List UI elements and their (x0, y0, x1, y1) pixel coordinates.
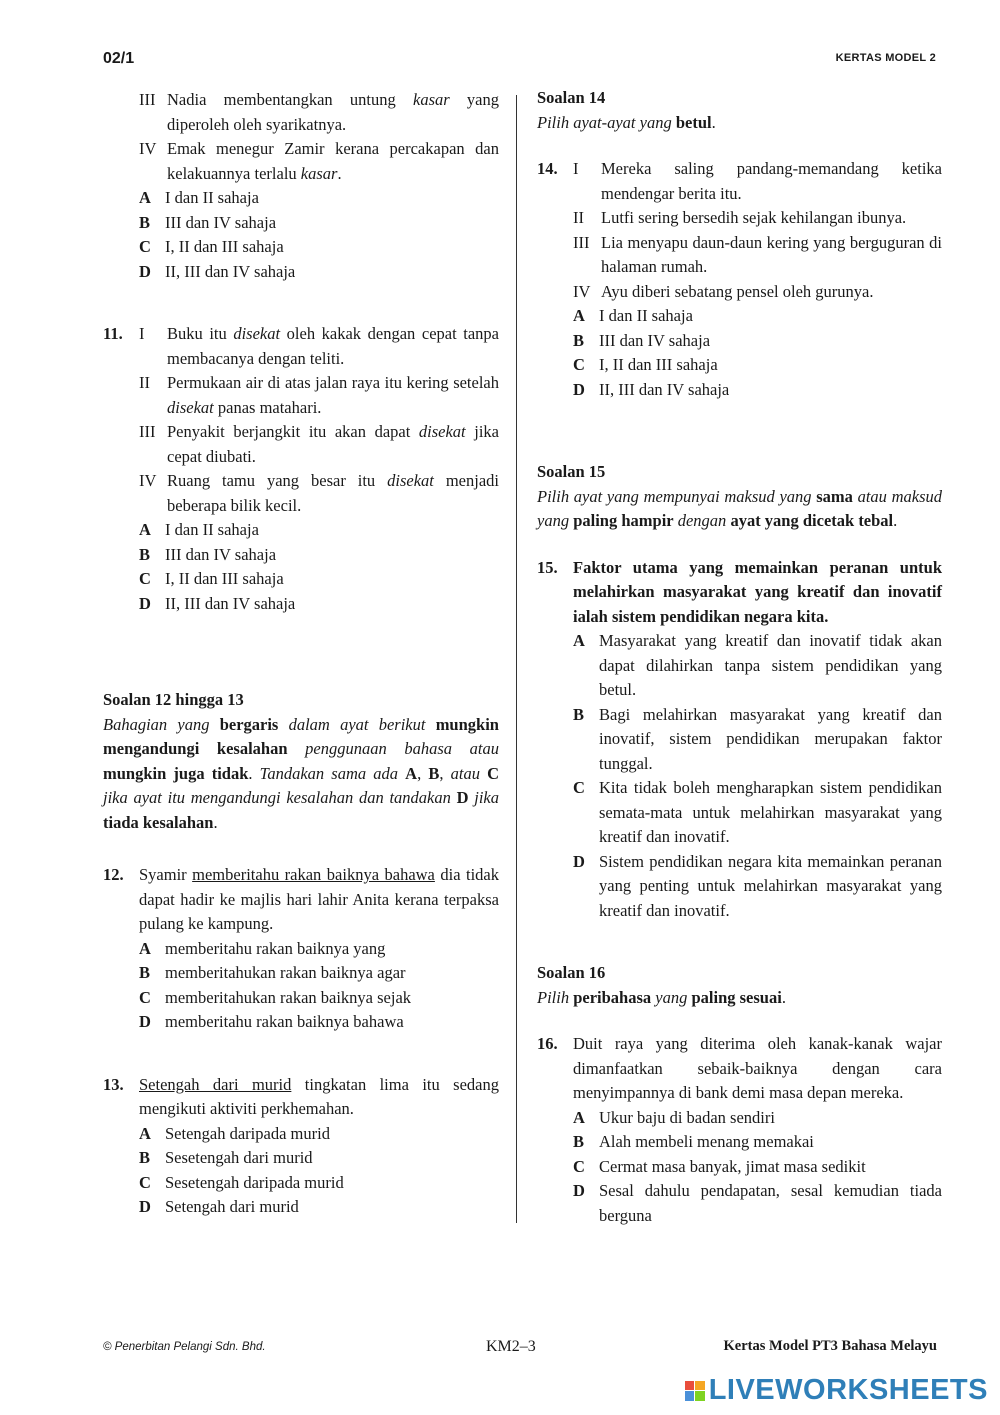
text-run: tingkatan lima itu sedang mengikuti aktiviti perkhemahan. (139, 1074, 499, 1118)
roman-numeral: III (139, 90, 156, 109)
section-16 (537, 961, 942, 1010)
option-letter: A (139, 520, 151, 539)
question-number: 15. (537, 557, 558, 577)
option-a[interactable] (139, 186, 499, 211)
option-b[interactable] (573, 1130, 942, 1155)
text-run: . (337, 163, 342, 183)
option-letter: D (139, 1012, 151, 1031)
option-b[interactable] (139, 1146, 499, 1171)
text-run: penggunaan bahasa atau (287, 739, 499, 758)
question-number: 13. (103, 1074, 124, 1094)
text-run: dengan (673, 511, 731, 530)
text-run: Buku itu (167, 324, 234, 343)
statement (103, 371, 499, 420)
question-14-statements (537, 157, 942, 304)
question-12 (103, 863, 499, 1035)
question-10-options (103, 186, 499, 284)
option-text: I, II dan III sahaja (165, 569, 284, 588)
text-run: Pilih ayat-ayat yang (537, 112, 676, 132)
option-letter: C (139, 987, 151, 1007)
text-run: Penyakit berjangkit itu akan dapat (167, 422, 419, 441)
question-number (537, 231, 573, 280)
question-number (537, 206, 573, 231)
option-c[interactable] (139, 986, 499, 1011)
section-instruction (103, 713, 499, 836)
header-code: 02/1 (103, 50, 135, 67)
text-run: menjadi beberapa bilik kecil. (167, 471, 499, 515)
text-run: paling sesuai (691, 987, 782, 1007)
header-title: KERTAS MODEL 2 (835, 52, 936, 64)
option-b[interactable] (139, 961, 499, 986)
text-run: kasar (413, 90, 450, 109)
left-column (103, 88, 499, 1220)
statement (139, 137, 499, 186)
section-14 (537, 86, 942, 135)
option-letter: C (139, 1172, 151, 1192)
roman-numeral: IV (139, 471, 157, 490)
column-divider (516, 95, 517, 1223)
option-letter: B (573, 1132, 585, 1151)
text-run: C (487, 763, 500, 783)
statement-text: Mereka saling pandang-memandang ketika mendengar berita itu. (601, 159, 942, 203)
question-16 (537, 1032, 942, 1228)
option-a[interactable] (573, 629, 942, 703)
question-13 (103, 1073, 499, 1220)
option-a[interactable] (139, 518, 499, 543)
text-run: A (405, 763, 418, 783)
option-letter: C (573, 355, 585, 374)
section-title: Soalan 12 hingga 13 (103, 690, 244, 709)
text-run: , (417, 763, 429, 783)
text-run: Pilih (537, 987, 574, 1007)
question-number: 14. (537, 159, 558, 178)
statement (103, 322, 499, 371)
text-run: sama (816, 486, 853, 506)
option-letter: D (573, 379, 585, 399)
option-a[interactable] (139, 1122, 499, 1147)
text-run: jika (474, 788, 499, 807)
text-run: bergaris (219, 714, 279, 734)
text-run: jika ayat itu mengandungi kesalahan dan tandakan (103, 788, 451, 807)
roman-numeral: IV (139, 139, 157, 158)
text-run: tiada kesalahan (103, 812, 214, 832)
option-c[interactable] (139, 235, 499, 260)
option-text: Sistem pendidikan negara kita memainkan peranan yang penting untuk melahirkan masyarakat yang kreatif dan inovatif. (599, 851, 942, 920)
option-letter: A (573, 1107, 585, 1127)
option-text: II, III dan IV sahaja (165, 261, 296, 281)
statement-text: Ayu diberi sebatang pensel oleh gurunya. (601, 281, 874, 301)
statement (537, 280, 942, 305)
option-a[interactable] (139, 937, 499, 962)
question-14 (537, 157, 942, 402)
text-run: B (428, 763, 440, 783)
option-text: I, II dan III sahaja (599, 355, 718, 374)
option-text: Alah membeli menang memakai (599, 1132, 814, 1151)
option-text: Setengah dari murid (165, 1197, 299, 1216)
option-letter: A (573, 631, 585, 650)
liveworksheets-watermark (685, 1374, 988, 1407)
option-b[interactable] (573, 703, 942, 777)
roman-numeral: II (573, 208, 584, 227)
option-text: I dan II sahaja (165, 520, 259, 539)
liveworksheets-logo-icon (685, 1381, 705, 1401)
statement-text: Lutfi sering bersedih sejak kehilangan ibunya. (601, 208, 907, 227)
section-instruction (537, 986, 942, 1011)
text-run: jika cepat diubati. (167, 422, 499, 466)
option-d[interactable] (573, 850, 942, 924)
option-a[interactable] (573, 304, 942, 329)
statement-text: Lia menyapu daun-daun kering yang berguguran di halaman rumah. (601, 232, 942, 276)
option-text: Sesetengah dari murid (165, 1148, 313, 1167)
question-number: 16. (537, 1034, 558, 1053)
option-c[interactable] (139, 1171, 499, 1196)
statement (103, 469, 499, 518)
section-12-13 (103, 688, 499, 835)
option-letter: B (139, 212, 151, 232)
option-d[interactable] (139, 1010, 499, 1035)
option-letter: B (573, 704, 585, 724)
section-15 (537, 460, 942, 534)
text-run: mungkin juga tidak (103, 763, 249, 783)
question-stem (139, 863, 499, 937)
roman-numeral: I (573, 159, 579, 178)
question-number (103, 371, 139, 420)
statement-text (167, 420, 499, 469)
text-run: , (439, 763, 451, 783)
option-letter: C (573, 778, 585, 797)
text-run: disekat (167, 397, 214, 417)
option-letter: A (139, 1123, 151, 1143)
text-run: kasar (300, 163, 338, 183)
option-c[interactable] (573, 776, 942, 850)
text-run: yang (651, 987, 692, 1007)
logo-square (695, 1381, 705, 1391)
text-run: dia tidak dapat hadir ke majlis hari lahir Anita kerana terpaksa pulang ke kampung. (139, 865, 499, 933)
text-run: Syamir (139, 865, 193, 884)
option-d[interactable] (139, 260, 499, 285)
option-letter: D (139, 1197, 151, 1216)
question-10-statements (103, 88, 499, 186)
roman-numeral: II (139, 373, 150, 392)
section-instruction (537, 485, 942, 534)
option-text: I, II dan III sahaja (165, 237, 284, 256)
statement-text (167, 88, 499, 137)
question-12-options (103, 937, 499, 1035)
statement (103, 420, 499, 469)
text-run: D (456, 788, 469, 807)
option-d[interactable] (573, 1179, 942, 1228)
question-15-options (537, 629, 942, 923)
text-run: Ruang tamu yang besar itu (167, 471, 388, 490)
section-title: Soalan 15 (537, 462, 606, 481)
question-stem (139, 1073, 499, 1122)
text-run: atau (450, 763, 480, 783)
option-letter: C (139, 237, 151, 256)
question-number: 12. (103, 865, 124, 884)
option-text: Sesetengah daripada murid (165, 1172, 344, 1192)
option-text: memberitahukan rakan baiknya sejak (165, 987, 412, 1007)
option-d[interactable] (573, 378, 942, 403)
question-number: 11. (103, 324, 123, 343)
text-run: panas matahari. (213, 397, 322, 417)
option-text: memberitahu rakan baiknya bahawa (165, 1012, 404, 1031)
option-letter: A (573, 306, 585, 325)
option-text: Sesal dahulu pendapatan, sesal kemudian tiada berguna (599, 1181, 942, 1225)
option-text: Ukur baju di badan sendiri (599, 1107, 775, 1127)
statement-text (167, 469, 499, 518)
option-c[interactable] (573, 353, 942, 378)
text-run: peribahasa (573, 987, 652, 1007)
option-letter: B (573, 330, 585, 350)
text-run: Tandakan sama ada (259, 763, 406, 783)
page-number: KM2–3 (486, 1338, 536, 1355)
watermark-text: LIVEWORKSHEETS (708, 1374, 988, 1406)
option-text: Bagi melahirkan masyarakat yang kreatif dan inovatif, sistem pendidikan merupakan faktor tunggal. (599, 704, 942, 773)
question-11-options (103, 518, 499, 616)
option-b[interactable] (573, 329, 942, 354)
option-text: III dan IV sahaja (165, 212, 277, 232)
question-number (103, 469, 139, 518)
text-run: . (248, 763, 260, 783)
logo-square (685, 1391, 695, 1401)
option-b[interactable] (139, 543, 499, 568)
roman-numeral: IV (573, 281, 591, 301)
section-title: Soalan 14 (537, 88, 606, 107)
option-letter: A (139, 938, 151, 958)
question-11 (103, 322, 499, 616)
statement (537, 157, 942, 206)
statement-text (167, 371, 499, 420)
option-text: I dan II sahaja (599, 306, 693, 325)
text-run: Nadia membentangkan untung (167, 90, 414, 109)
statement-text (167, 137, 499, 186)
option-b[interactable] (139, 211, 499, 236)
option-letter: D (139, 593, 151, 613)
question-13-options (103, 1122, 499, 1220)
option-d[interactable] (139, 1195, 499, 1220)
text-run: . (711, 112, 716, 132)
statement (139, 88, 499, 137)
text-run: Permukaan air di atas jalan raya itu kering setelah (167, 373, 499, 392)
text-run: paling hampir (573, 511, 674, 530)
option-a[interactable] (573, 1106, 942, 1131)
option-text: III dan IV sahaja (165, 544, 277, 564)
text-run: oleh kakak dengan cepat tanpa membacanya dengan teliti. (167, 324, 499, 368)
question-number (103, 420, 139, 469)
text-run: dalam ayat berikut (278, 714, 436, 734)
option-text: memberitahu rakan baiknya yang (165, 938, 386, 958)
option-letter: D (139, 261, 151, 281)
logo-square (685, 1381, 695, 1391)
text-run: memberitahu rakan baiknya bahawa (192, 865, 435, 884)
text-run: atau maksud yang (537, 486, 943, 530)
text-run: Bahagian yang (103, 714, 220, 734)
text-run: disekat (418, 422, 466, 441)
question-14-options (537, 304, 942, 402)
question-stem: Faktor utama yang memainkan peranan untuk melahirkan masyarakat yang kreatif dan inovatif ialah sistem pendidikan negara kita. (573, 557, 942, 626)
option-text: memberitahukan rakan baiknya agar (165, 963, 406, 982)
option-text: II, III dan IV sahaja (165, 593, 296, 613)
text-run: . (781, 987, 786, 1007)
statement-text (167, 322, 499, 371)
option-text: I dan II sahaja (165, 188, 259, 207)
option-c[interactable] (139, 567, 499, 592)
section-title: Soalan 16 (537, 963, 606, 982)
publisher-credit: © Penerbitan Pelangi Sdn. Bhd. (103, 1341, 266, 1353)
text-run: ayat yang dicetak tebal (730, 511, 894, 530)
question-stem: Duit raya yang diterima oleh kanak-kanak wajar dimanfaatkan sebaik-baiknya dengan cara menyimpannya di bank demi masa depan mereka. (573, 1034, 942, 1102)
option-letter: C (573, 1156, 585, 1176)
option-d[interactable] (139, 592, 499, 617)
right-column (537, 86, 942, 1228)
text-run: yang diperoleh oleh syarikatnya. (167, 90, 500, 134)
roman-numeral: I (139, 324, 145, 343)
option-letter: D (573, 851, 585, 871)
text-run: . (893, 511, 898, 530)
statement (537, 231, 942, 280)
option-text: III dan IV sahaja (599, 330, 711, 350)
text-run: disekat (233, 324, 281, 343)
roman-numeral: III (573, 232, 590, 252)
section-instruction (537, 111, 942, 136)
option-letter: B (139, 544, 151, 564)
question-15 (537, 556, 942, 924)
question-16-options (537, 1106, 942, 1229)
book-title: Kertas Model PT3 Bahasa Melayu (723, 1338, 937, 1354)
option-text: Masyarakat yang kreatif dan inovatif tidak akan dapat dilahirkan tanpa sistem pendidikan yang betul. (599, 631, 942, 699)
statement (537, 206, 942, 231)
option-text: II, III dan IV sahaja (599, 379, 730, 399)
option-text: Cermat masa banyak, jimat masa sedikit (599, 1156, 866, 1176)
option-letter: D (573, 1181, 585, 1200)
text-run: mungkin mengandungi kesalahan (103, 714, 499, 758)
roman-numeral: III (139, 422, 156, 441)
option-c[interactable] (573, 1155, 942, 1180)
text-run: Emak menegur Zamir kerana percakapan dan kelakuannya terlalu (167, 139, 499, 183)
text-run: Pilih ayat yang mempunyai maksud yang (537, 486, 817, 506)
option-letter: A (139, 188, 151, 207)
option-text: Kita tidak boleh mengharapkan sistem pendidikan semata-mata untuk melahirkan masyarakat yang kreatif dan inovatif. (599, 778, 942, 846)
option-letter: B (139, 963, 151, 982)
question-11-statements (103, 322, 499, 518)
text-run: . (213, 812, 218, 832)
option-letter: C (139, 569, 151, 588)
logo-square (695, 1391, 705, 1401)
text-run: betul (675, 112, 712, 132)
text-run: disekat (387, 471, 434, 490)
text-run: Setengah dari murid (139, 1074, 292, 1094)
question-number (537, 280, 573, 305)
option-text: Setengah daripada murid (165, 1123, 330, 1143)
option-letter: B (139, 1148, 151, 1167)
